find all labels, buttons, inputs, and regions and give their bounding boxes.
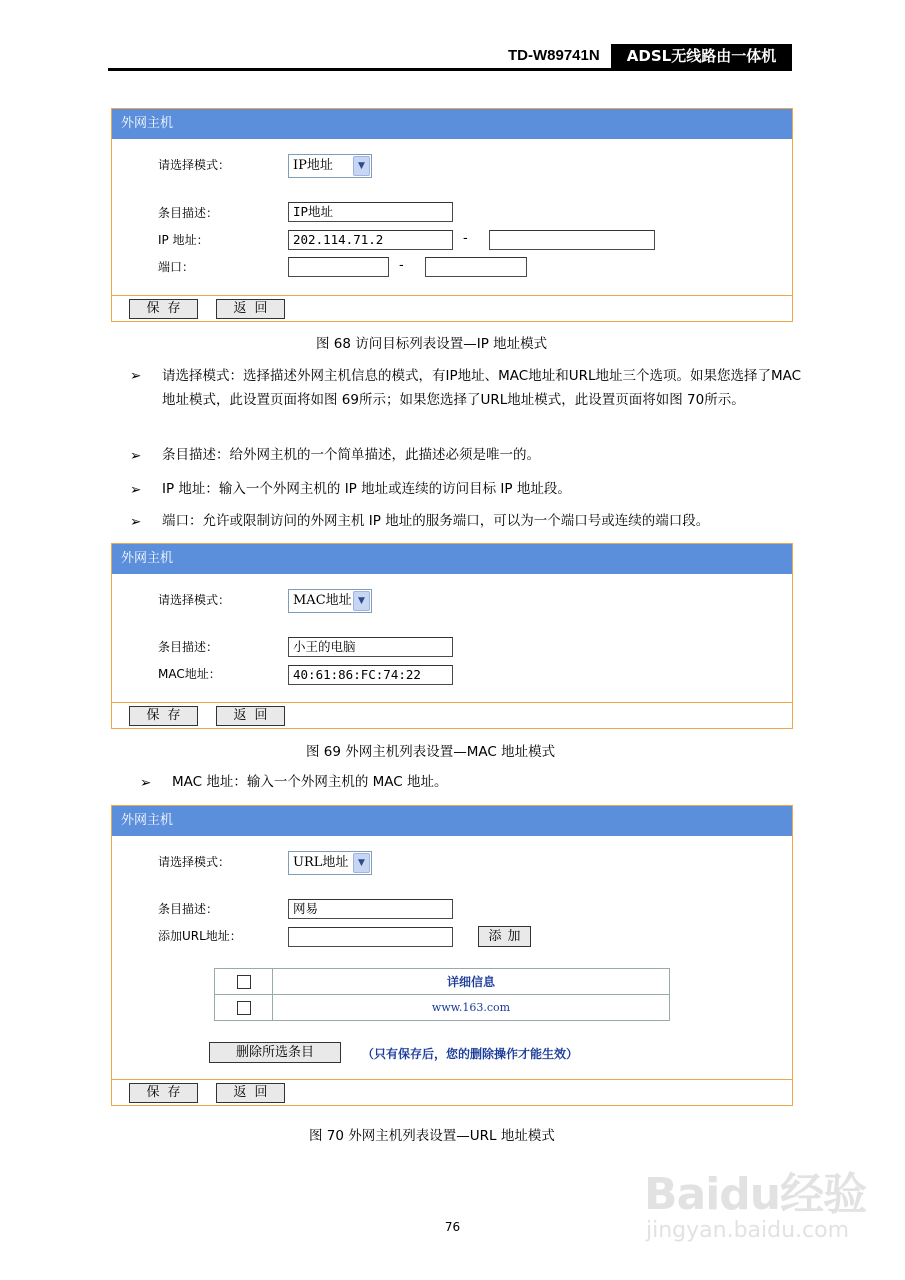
desc-label: 条目描述： — [158, 902, 219, 916]
header-rule — [108, 68, 792, 71]
figure-caption-70: 图 70 外网主机列表设置—URL 地址模式 — [309, 1128, 555, 1144]
port-range-dash: - — [399, 258, 404, 273]
button-bar — [112, 702, 792, 728]
panel-title: 外网主机 — [112, 806, 792, 836]
url-entry: www.163.com — [273, 995, 670, 1021]
bullet-arrow-icon: ➢ — [130, 482, 142, 498]
delete-selected-button[interactable]: 删除所选条目 — [209, 1042, 341, 1063]
url-label: 添加URL地址： — [158, 929, 242, 943]
url-table — [214, 968, 670, 1021]
mac-label: MAC地址： — [158, 667, 221, 681]
row-check-cell — [215, 995, 273, 1021]
row-checkbox[interactable] — [237, 1001, 251, 1015]
document-model: TD-W89741N — [508, 47, 600, 64]
mode-label: 请选择模式： — [158, 158, 231, 172]
document-badge: ADSL无线路由一体机 — [611, 44, 792, 68]
mode-select-value: MAC地址 — [293, 593, 352, 608]
ip-range-dash: - — [463, 231, 468, 246]
mode-select[interactable] — [288, 851, 372, 875]
bullet-arrow-icon: ➢ — [130, 448, 142, 464]
ip-label: IP 地址： — [158, 233, 209, 247]
panel-mac-mode — [111, 543, 793, 729]
save-button[interactable]: 保存 — [129, 1083, 198, 1103]
chevron-down-icon[interactable]: ▼ — [353, 591, 370, 611]
mode-select-value: IP地址 — [293, 158, 333, 173]
back-button[interactable]: 返回 — [216, 299, 285, 319]
mode-select[interactable] — [288, 589, 372, 613]
watermark-url: jingyan.baidu.com — [646, 1218, 850, 1243]
ip-end-input[interactable] — [489, 230, 655, 250]
desc-input[interactable]: 小王的电脑 — [288, 637, 453, 657]
desc-input[interactable]: 网易 — [288, 899, 453, 919]
figure-caption-69: 图 69 外网主机列表设置—MAC 地址模式 — [306, 744, 556, 760]
baidu-watermark — [640, 1140, 870, 1260]
add-url-button[interactable]: 添加 — [478, 926, 531, 947]
back-button[interactable]: 返回 — [216, 706, 285, 726]
mode-label: 请选择模式： — [158, 855, 231, 869]
ip-start-input[interactable]: 202.114.71.2 — [288, 230, 453, 250]
figure-caption-68: 图 68 访问目标列表设置—IP 地址模式 — [316, 336, 548, 352]
desc-input[interactable]: IP地址 — [288, 202, 453, 222]
delete-note: （只有保存后，您的删除操作才能生效） — [362, 1047, 579, 1061]
back-button[interactable]: 返回 — [216, 1083, 285, 1103]
desc-label: 条目描述： — [158, 206, 219, 220]
page-number: 76 — [444, 1220, 461, 1234]
save-button[interactable]: 保存 — [129, 299, 198, 319]
mode-select[interactable] — [288, 154, 372, 178]
port-start-input[interactable] — [288, 257, 389, 277]
bullet-arrow-icon: ➢ — [130, 514, 142, 530]
desc-label: 条目描述： — [158, 640, 219, 654]
panel-title: 外网主机 — [112, 544, 792, 574]
mode-label: 请选择模式： — [158, 593, 231, 607]
table-header-detail: 详细信息 — [273, 969, 670, 995]
panel-ip-mode — [111, 108, 793, 322]
port-label: 端口： — [158, 260, 195, 274]
bullet-text-mode: 请选择模式：选择描述外网主机信息的模式，有IP地址、MAC地址和URL地址三个选项。如果您选择了MAC地址模式，此设置页面将如图 69所示；如果您选择了URL地址模式，此设置页面将如图 70所示。 — [162, 368, 802, 408]
bullet-text-desc: 条目描述：给外网主机的一个简单描述，此描述必须是唯一的。 — [162, 447, 540, 463]
panel-title: 外网主机 — [112, 109, 792, 139]
button-bar — [112, 295, 792, 321]
button-bar — [112, 1079, 792, 1105]
port-end-input[interactable] — [425, 257, 527, 277]
mode-select-value: URL地址 — [293, 855, 349, 870]
chevron-down-icon[interactable]: ▼ — [353, 156, 370, 176]
bullet-text-mac: MAC 地址：输入一个外网主机的 MAC 地址。 — [172, 774, 448, 790]
table-row — [215, 995, 670, 1021]
select-all-checkbox[interactable] — [237, 975, 251, 989]
mac-input[interactable]: 40:61:86:FC:74:22 — [288, 665, 453, 685]
bullet-text-ip: IP 地址：输入一个外网主机的 IP 地址或连续的访问目标 IP 地址段。 — [162, 481, 571, 497]
url-input[interactable] — [288, 927, 453, 947]
panel-url-mode — [111, 805, 793, 1106]
chevron-down-icon[interactable]: ▼ — [353, 853, 370, 873]
watermark-logo-text: Baidu经验 — [644, 1169, 867, 1220]
bullet-arrow-icon: ➢ — [130, 368, 142, 384]
bullet-arrow-icon: ➢ — [140, 775, 152, 791]
select-all-cell — [215, 969, 273, 995]
table-header-row — [215, 969, 670, 995]
save-button[interactable]: 保存 — [129, 706, 198, 726]
bullet-text-port: 端口：允许或限制访问的外网主机 IP 地址的服务端口，可以为一个端口号或连续的端口段。 — [162, 513, 710, 529]
